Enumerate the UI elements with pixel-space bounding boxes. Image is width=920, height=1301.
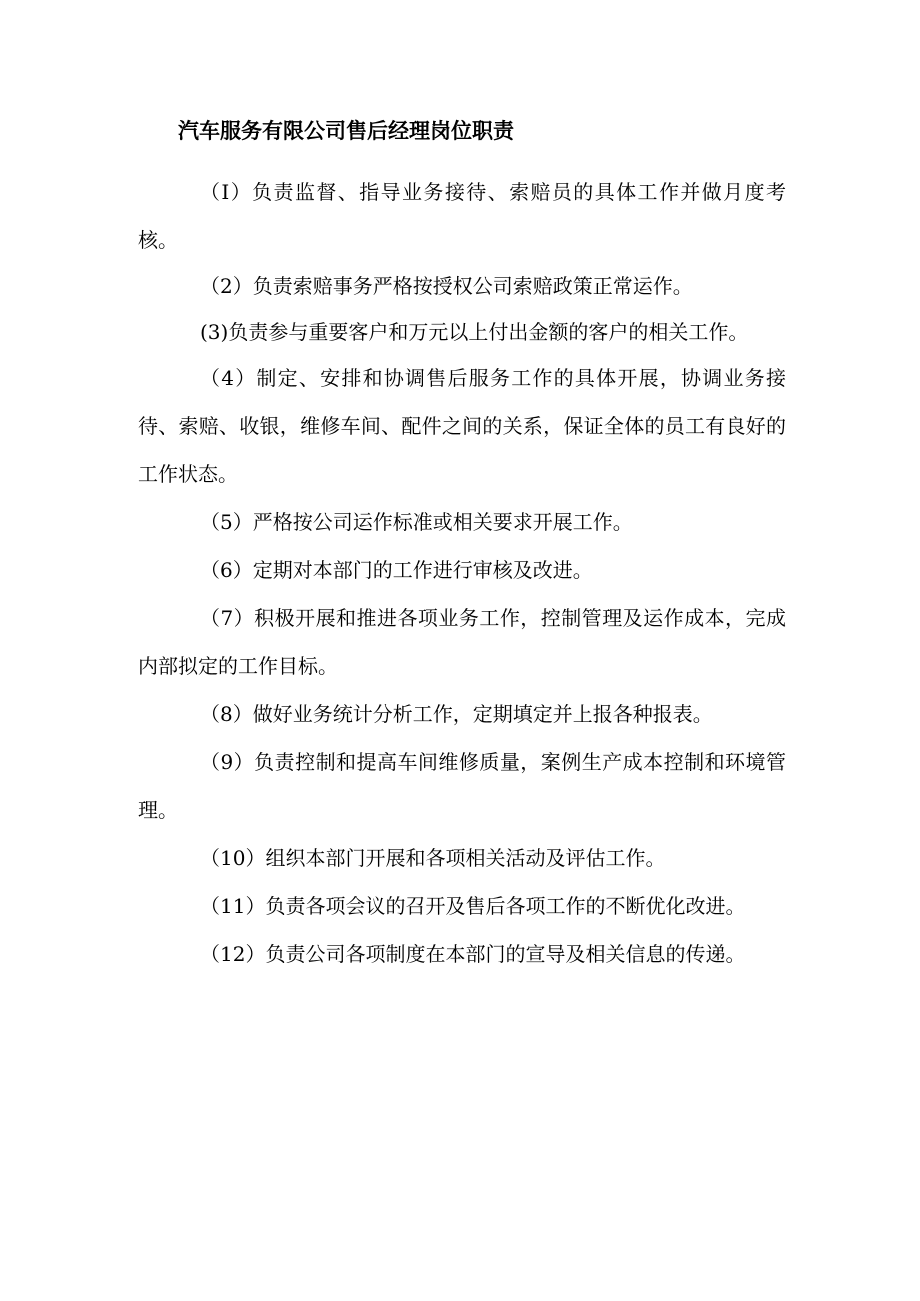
duty-item-4: （4）制定、安排和协调售后服务工作的具体开展，协调业务接待、索赔、收银，维修车间、配件之间的关系，保证全体的员工有良好的工作状态。 bbox=[138, 366, 786, 486]
duty-item-6: （6）定期对本部门的工作进行审核及改进。 bbox=[200, 558, 593, 582]
duty-item-1: （I）负责监督、指导业务接待、索赔员的具体工作并做月度考核。 bbox=[138, 180, 786, 252]
duty-item-2: （2）负责索赔事务严格按授权公司索赔政策正常运作。 bbox=[200, 274, 693, 298]
duty-item-9: （9）负责控制和提高车间维修质量，案例生产成本控制和环境管理。 bbox=[138, 750, 786, 822]
document-title: 汽车服务有限公司售后经理岗位职责 bbox=[178, 118, 514, 143]
duty-item-7: （7）积极开展和推进各项业务工作，控制管理及运作成本，完成内部拟定的工作目标。 bbox=[138, 606, 786, 678]
duty-item-11: （11）负责各项会议的召开及售后各项工作的不断优化改进。 bbox=[200, 894, 746, 918]
duty-item-3: (3)负责参与重要客户和万元以上付出金额的客户的相关工作。 bbox=[200, 320, 749, 344]
duty-item-5: （5）严格按公司运作标准或相关要求开展工作。 bbox=[200, 510, 633, 534]
duty-item-12: （12）负责公司各项制度在本部门的宣导及相关信息的传递。 bbox=[200, 942, 746, 966]
duty-item-8: （8）做好业务统计分析工作，定期填定并上报各种报表。 bbox=[200, 702, 713, 726]
duty-item-10: （10）组织本部门开展和各项相关活动及评估工作。 bbox=[200, 846, 666, 870]
